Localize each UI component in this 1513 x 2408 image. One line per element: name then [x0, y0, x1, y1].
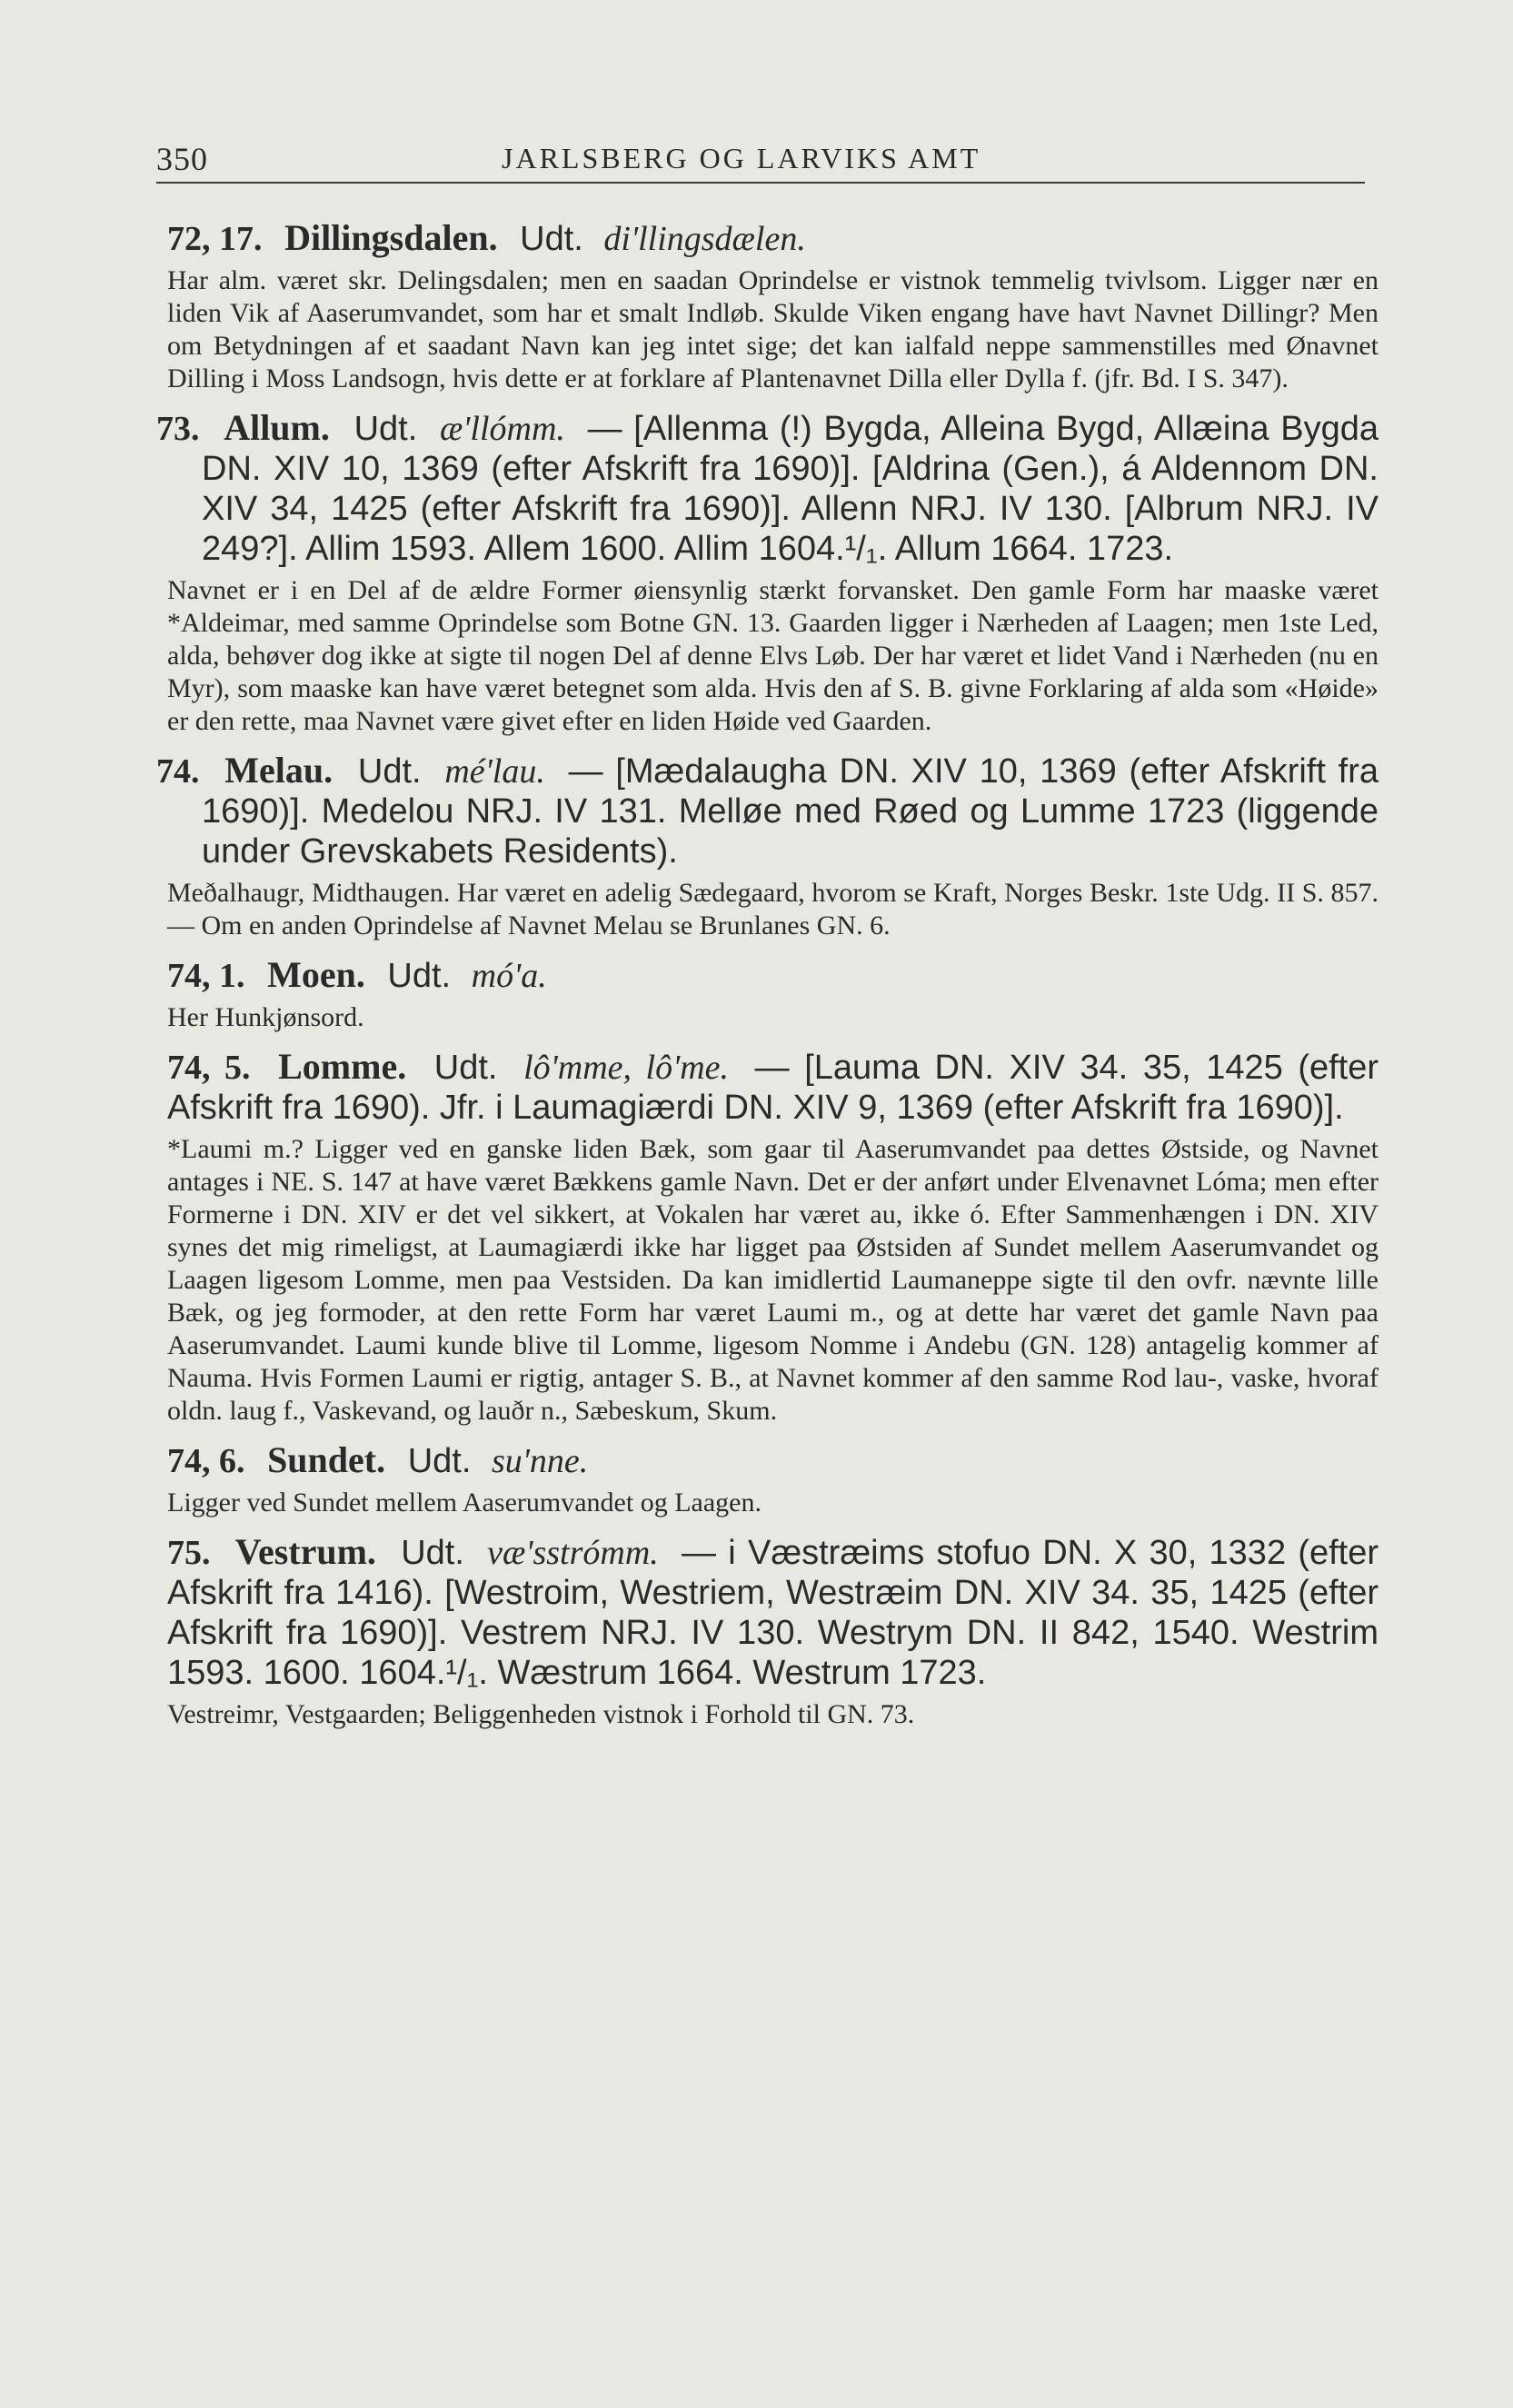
historical-forms: — [Allenma (!) Bygda, Alleina Bygd, Allæina Bygda DN. XIV 10, 1369 (efter Afskrift fra 1690)]. [Aldrina (Gen.), á Aldennom DN. XIV 34, 1425 (efter Afskrift fra 1690)]. Allenn NRJ. IV 130. [Albrum NRJ. IV 249?]. Allim 1593. Allem 1600. Allim 1604.¹/₁. Allum 1664. 1723. — [202, 410, 1379, 568]
entry-name: Melau. — [224, 750, 333, 791]
entry-74 — [156, 751, 1379, 942]
historical-forms: — [Mædalaugha DN. XIV 10, 1369 (efter Afskrift fra 1690)]. Medelou NRJ. IV 131. Melløe med Røed og Lumme 1723 (liggende under Grevskabets Residents). — [202, 752, 1379, 871]
udt-label: Udt. — [407, 1442, 472, 1480]
entry-name: Allum. — [224, 407, 330, 448]
entry-body: Her Hunkjønsord. — [167, 1002, 364, 1032]
entry-heading — [156, 408, 1379, 569]
pronunciation: su'nne. — [491, 1442, 589, 1480]
entry-74-5 — [156, 1047, 1379, 1428]
running-title: JARLSBERG OG LARVIKS AMT — [502, 142, 981, 174]
entry-number: 74, 6. — [167, 1442, 245, 1480]
entry-body: *Laumi m.? Ligger ved en ganske liden Bæk, som gaar til Aaserumvandet paa dettes Østside, og Navnet antages i NE. S. 147 at have været Bækkens gamle Navn. Det er der anført under Elvenavnet Lóma; men efter Formerne i DN. XIV er det vel sikkert, at Vokalen har været au, ikke ó. Efter Sammenhængen i DN. XIV synes det mig rimeligst, at Laumagiærdi ikke har ligget paa Østsiden af Sundet mellem Aaserumvandet og Laagen ligesom Lomme, men paa Vestsiden. Da kan imidlertid Laumaneppe sigte til den ovfr. nævnte lille Bæk, og jeg formoder, at den rette Form har været Laumi m., og at dette har været det gamle Navn paa Aaserumvandet. Laumi kunde blive til Lomme, ligesom Nomme i Andebu (GN. 128) antagelig kommer af Nauma. Hvis Formen Laumi er rigtig, antager S. B., at Navnet kommer af den samme Rod lau-, vaske, hvoraf oldn. laug f., Vaskevand, og lauðr n., Sæbeskum, Skum. — [167, 1134, 1379, 1426]
entry-75 — [156, 1532, 1379, 1731]
entry-72-17 — [156, 218, 1379, 395]
entry-number: 72, 17. — [167, 220, 263, 258]
udt-label: Udt. — [433, 1049, 498, 1087]
entry-name: Vestrum. — [234, 1531, 376, 1572]
entry-heading — [167, 1047, 1379, 1128]
pronunciation: mó'a. — [471, 957, 547, 995]
pronunciation: di'llingsdælen. — [603, 220, 806, 258]
udt-label: Udt. — [353, 410, 418, 448]
udt-label: Udt. — [387, 957, 452, 995]
entry-number: 74. — [156, 752, 200, 791]
entry-name: Moen. — [267, 954, 365, 995]
udt-label: Udt. — [401, 1534, 464, 1572]
page-body — [156, 205, 1379, 1738]
udt-label: Udt. — [520, 220, 583, 258]
pronunciation: væ'sstrómm. — [487, 1534, 659, 1572]
entry-74-6 — [156, 1440, 1379, 1519]
pronunciation: mé'lau. — [444, 752, 545, 791]
entry-number: 74, 1. — [167, 957, 245, 995]
page-header — [156, 136, 1365, 184]
udt-label: Udt. — [357, 752, 422, 791]
entry-number: 73. — [156, 410, 200, 448]
pronunciation: æ'llómm. — [439, 410, 565, 448]
entry-name: Dillingsdalen. — [284, 217, 498, 258]
historical-forms: — [Lauma DN. XIV 34. 35, 1425 (efter Afskrift fra 1690). Jfr. i Laumagiærdi DN. XIV 9, 1369 (efter Afskrift fra 1690)]. — [167, 1049, 1379, 1127]
entry-body: Vestreimr, Vestgaarden; Beliggenheden vistnok i Forhold til GN. 73. — [167, 1699, 915, 1729]
entry-name: Lomme. — [278, 1046, 407, 1087]
entry-body: Har alm. været skr. Delingsdalen; men en saadan Oprindelse er vistnok temmelig tvivlsom. Ligger nær en liden Vik af Aaserumvandet, som har et smalt Indløb. Skulde Viken engang have havt Navnet Dillingr? Men om Betydningen af et saadant Navn kan jeg intet sige; det kan ialfald neppe sammenstilles med Ønavnet Dilling i Moss Landsogn, hvis dette er at forklare af Plantenavnet Dilla eller Dylla f. (jfr. Bd. I S. 347). — [167, 265, 1379, 393]
pronunciation: lô'mme, lô'me. — [523, 1049, 730, 1087]
entry-74-1 — [156, 955, 1379, 1034]
entry-body: Navnet er i en Del af de ældre Former øiensynlig stærkt forvansket. Den gamle Form har maaske været *Aldeimar, med samme Oprindelse som Botne GN. 13. Gaarden ligger i Nærheden af Laagen; men 1ste Led, alda, behøver dog ikke at sigte til nogen Del af denne Elvs Løb. Der har været et lidet Vand i Nærheden (nu en Myr), som maaske kan have været betegnet som alda. Hvis den af S. B. givne Forklaring af alda som «Høide» er den rette, maa Navnet være givet efter en liden Høide ved Gaarden. — [167, 575, 1379, 736]
entry-body: Meðalhaugr, Midthaugen. Har været en adelig Sædegaard, hvorom se Kraft, Norges Beskr. 1ste Udg. II S. 857. — Om en anden Oprindelse af Navnet Melau se Brunlanes GN. 6. — [167, 878, 1379, 940]
entry-heading — [167, 1532, 1379, 1693]
entry-number: 75. — [167, 1534, 211, 1572]
entry-number: 74, 5. — [167, 1049, 251, 1087]
page-number: 350 — [156, 141, 208, 177]
entry-body: Ligger ved Sundet mellem Aaserumvandet og Laagen. — [167, 1488, 761, 1517]
historical-forms: — i Væstræims stofuo DN. X 30, 1332 (efter Afskrift fra 1416). [Westroim, Westriem, Westræim DN. XIV 34. 35, 1425 (efter Afskrift fra 1690)]. Vestrem NRJ. IV 130. Westrym DN. II 842, 1540. Westrim 1593. 1600. 1604.¹/₁. Wæstrum 1664. Westrum 1723. — [167, 1534, 1379, 1692]
entry-heading — [167, 218, 1379, 259]
entry-heading — [167, 1440, 1379, 1481]
entry-heading — [156, 751, 1379, 871]
entry-heading — [167, 955, 1379, 996]
entry-name: Sundet. — [267, 1439, 386, 1480]
entry-73 — [156, 408, 1379, 738]
